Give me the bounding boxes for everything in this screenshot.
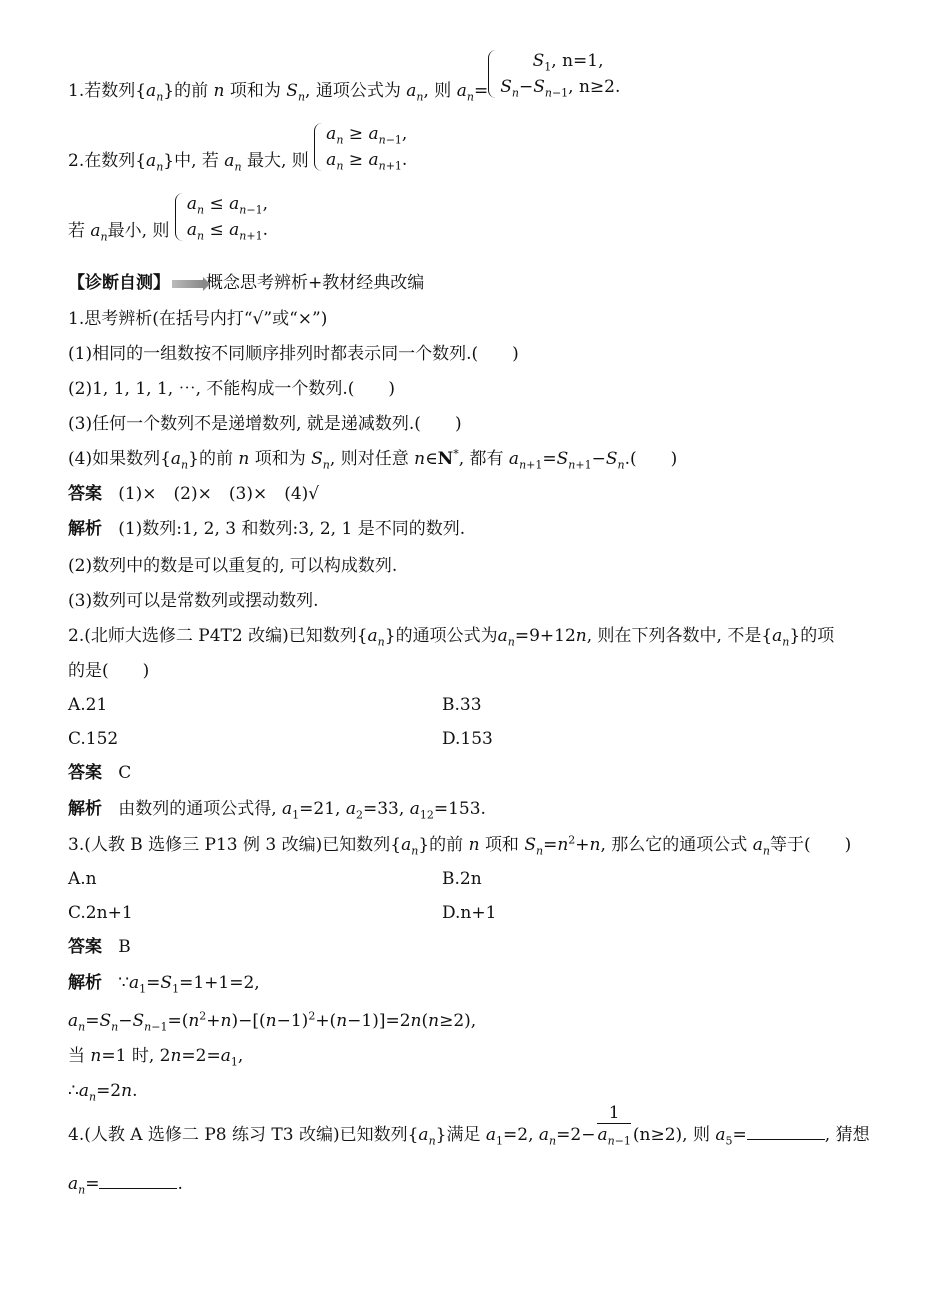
q2-options-row-1 — [68, 694, 910, 716]
q2-options-row-2 — [68, 728, 910, 750]
q4-stem-line-1: 4.(人教 A 选修二 P8 练习 T3 改编)已知数列$\{a_n\}$满足 $a_1=2$, $a_n=2-$ $\frac{1}{a_{n-1}}$ (n≥2), 则 $a_5=$ , 猜想 — [68, 1103, 870, 1148]
q1-item-2: (2)1, 1, 1, 1, ⋯, 不能构成一个数列.( ) — [68, 379, 396, 399]
section-header — [68, 272, 910, 294]
q1-analysis-2: (2)数列中的数是可以重复的, 可以构成数列. — [68, 556, 398, 576]
q3-answer: 答案 B — [68, 937, 131, 957]
formula-2: 2.在数列$\{a_n\}$中, 若 $a_n$ 最大, 则 $a_n \ge a_{n-1}$, $a_n \ge a_{n+1}$. — [68, 150, 910, 173]
q1-item-4: (4)如果数列$\{a_n\}$的前 n 项和为 $S_n$, 则对任意 n∈N*, 都有 $a_{n+1}=S_{n+1}-S_n$.( ) — [68, 447, 678, 472]
formula-3-brace: $a_n \le a_{n-1}$, $a_n \le a_{n+1}$. — [175, 191, 268, 243]
q2-stem-line-1: 2.(北师大选修二 P4T2 改编)已知数列$\{a_n\}$的通项公式为$a_n=9+12n$, 则在下列各数中, 不是$\{a_n\}$的项 — [68, 626, 835, 649]
formula-2-brace: $a_n \ge a_{n-1}$, $a_n \ge a_{n+1}$. — [314, 121, 407, 173]
q3-option-d[interactable]: D.n+1 — [442, 903, 497, 923]
q3-stem: 3.(人教 B 选修三 P13 例 3 改编)已知数列$\{a_n\}$的前 n 项和 $S_n=n^2+n$, 那么它的通项公式 $a_n$等于( ) — [68, 833, 852, 858]
q2-answer: 答案 C — [68, 763, 132, 783]
formula-1: 1.若数列$\{a_n\}$的前 n 项和为 $S_n$, 通项公式为 $a_n$, 则 $a_n=$ $S_1$, n=1, $S_n-S_{n-1}$, n≥2. — [68, 80, 910, 102]
q3-analysis-3: 当 n=1 时, $2n=2=a_1$, — [68, 1046, 244, 1069]
section-tag: 【诊断自测】 — [68, 273, 170, 293]
q3-analysis-2: $a_n=S_n-S_{n-1}=(n^2+n)-[(n-1)^2+(n-1)]=2n(n\ge 2)$, — [68, 1009, 477, 1034]
q4-fraction: $\frac{1}{a_{n-1}}$ — [597, 1103, 631, 1148]
q2-option-b[interactable]: B.33 — [442, 695, 482, 715]
q3-options-row-1 — [68, 868, 910, 890]
formula-1-brace: $S_1$, n=1, $S_n-S_{n-1}$, n≥2. — [488, 48, 620, 100]
q3-option-c[interactable]: C.2n+1 — [68, 903, 133, 923]
q3-analysis-1: 解析 $\because a_1=S_1=1+1=2$, — [68, 973, 260, 996]
q4-blank-an[interactable] — [99, 1174, 177, 1189]
q3-options-row-2 — [68, 902, 910, 924]
q1-title: 1.思考辨析(在括号内打“√”或“×”) — [68, 309, 328, 329]
q1-analysis-3: (3)数列可以是常数列或摆动数列. — [68, 591, 319, 611]
q3-option-b[interactable]: B.2n — [442, 869, 482, 889]
q2-analysis: 解析 由数列的通项公式得, $a_1=21$, $a_2=33$, $a_{12}=153$. — [68, 799, 486, 822]
q4-stem-line-2: $a_n=$ . — [68, 1174, 183, 1197]
formula-3: 若 $a_n$最小, 则 $a_n \le a_{n-1}$, $a_n \le a_{n+1}$. — [68, 220, 910, 243]
q1-answer: 答案 (1)× (2)× (3)× (4)√ — [68, 484, 320, 504]
q2-option-d[interactable]: D.153 — [442, 729, 493, 749]
arrow-right-icon — [172, 280, 204, 288]
q4-blank-a5[interactable] — [747, 1125, 825, 1140]
formula-1-text-lead: 1.若数列{ — [68, 81, 147, 101]
q1-analysis-1: 解析 (1)数列:1, 2, 3 和数列:3, 2, 1 是不同的数列. — [68, 519, 466, 539]
q1-item-1: (1)相同的一组数按不同顺序排列时都表示同一个数列.( ) — [68, 344, 519, 364]
q1-item-3: (3)任何一个数列不是递增数列, 就是递减数列.( ) — [68, 414, 462, 434]
q2-option-c[interactable]: C.152 — [68, 729, 119, 749]
q3-analysis-4: $\therefore a_n=2n$. — [68, 1081, 138, 1104]
q2-stem-line-2: 的是( ) — [68, 661, 150, 681]
q2-option-a[interactable]: A.21 — [68, 695, 108, 715]
q3-option-a[interactable]: A.n — [68, 869, 97, 889]
section-subtitle: 概念思考辨析+教材经典改编 — [206, 273, 425, 293]
